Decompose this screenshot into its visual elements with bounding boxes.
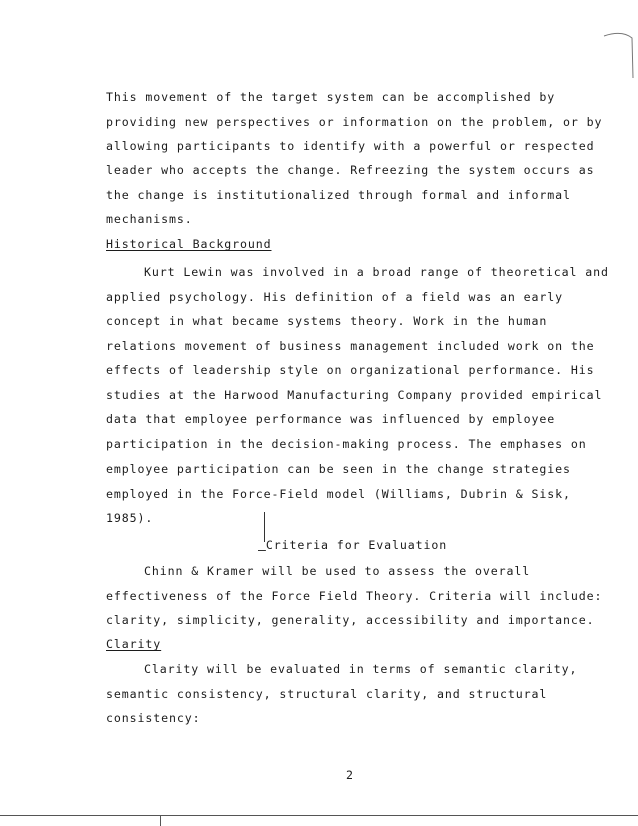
paragraph-line: the change is institutionalized through formal and informal	[106, 188, 571, 202]
paragraph-line: applied psychology. His definition of a field was an early	[106, 290, 564, 304]
section-heading-criteria-for-evaluation	[258, 538, 447, 552]
paragraph-line: Chinn & Kramer will be used to assess the overall	[144, 564, 531, 578]
paragraph-line: mechanisms.	[106, 212, 193, 226]
paragraph-line: providing new perspectives or information on the problem, or by	[106, 115, 603, 129]
paragraph-line: relations movement of business management included work on the	[106, 339, 595, 353]
paragraph-line: effectiveness of the Force Field Theory. Criteria will include:	[106, 589, 603, 603]
paragraph-line: 1985).	[106, 511, 154, 525]
paragraph-line: clarity, simplicity, generality, accessibility and importance.	[106, 613, 595, 627]
paragraph-line: Clarity will be evaluated in terms of semantic clarity,	[144, 662, 578, 676]
paragraph-line: Kurt Lewin was involved in a broad range of theoretical and	[144, 265, 609, 279]
section-heading-historical-background: Historical Background	[106, 237, 272, 251]
paragraph-line: effects of leadership style on organizational performance. His	[106, 363, 595, 377]
paragraph-line: employee participation can be seen in the change strategies	[106, 462, 571, 476]
paragraph-line: leader who accepts the change. Refreezing the system occurs as	[106, 163, 595, 177]
bottom-tick-mark	[160, 815, 161, 826]
page-curl-artifact	[602, 28, 636, 80]
paragraph-line: studies at the Harwood Manufacturing Company provided empirical	[106, 388, 603, 402]
paragraph-line: participation in the decision-making process. The emphases on	[106, 437, 587, 451]
page-number: 2	[346, 768, 353, 782]
paragraph-line: consistency:	[106, 711, 201, 725]
section-heading-clarity: Clarity	[106, 637, 162, 651]
bottom-edge-line	[0, 815, 638, 816]
section-heading-text: Criteria for Evaluation	[265, 538, 448, 552]
paragraph-line: employed in the Force-Field model (Williams, Dubrin & Sisk,	[106, 487, 571, 501]
paragraph-line: data that employee performance was influenced by employee	[106, 412, 556, 426]
paragraph-line: semantic consistency, structural clarity, and structural	[106, 687, 548, 701]
paragraph-line: concept in what became systems theory. Work in the human	[106, 314, 548, 328]
paragraph-line: allowing participants to identify with a powerful or respected	[106, 139, 595, 153]
paragraph-line: This movement of the target system can be accomplished by	[106, 90, 556, 104]
